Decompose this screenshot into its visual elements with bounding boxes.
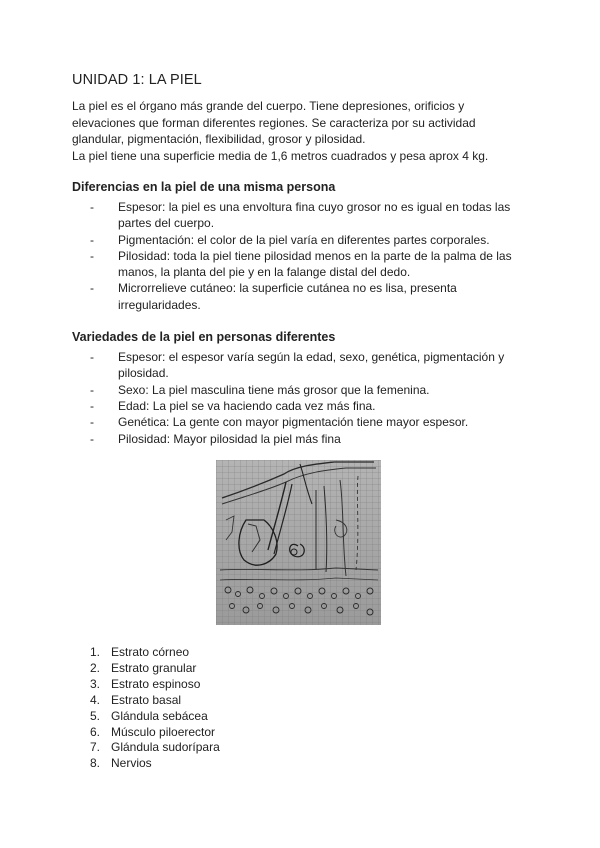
list-item: - Espesor: la piel es una envoltura fina cuyo grosor no es igual en todas las partes del cuerpo. — [90, 200, 511, 231]
diagram-legend — [90, 645, 220, 772]
bullet-dash: - — [90, 200, 94, 214]
varieties-list — [72, 349, 532, 447]
bullet-dash: - — [90, 431, 94, 446]
list-item: - Pilosidad: toda la piel tiene pilosidad menos en la parte de la palma de las manos, la planta del pie y en la falange distal del dedo. — [90, 248, 512, 280]
bullet-dash: - — [90, 248, 94, 263]
intro-line: La piel es el órgano más grande del cuerpo. Tiene depresiones, orificios y — [72, 99, 465, 113]
page-title: UNIDAD 1: LA PIEL — [72, 72, 202, 88]
legend-item: 3. Estrato espinoso — [90, 676, 201, 691]
legend-item: 4. Estrato basal — [90, 692, 182, 707]
list-item: - Pilosidad: Mayor pilosidad la piel más fina — [90, 431, 341, 446]
list-item: - Espesor: el espesor varía según la edad, sexo, genética, pigmentación y pilosidad. — [90, 350, 505, 381]
bullet-dash: - — [90, 382, 94, 397]
list-item: - Edad: La piel se va haciendo cada vez más fina. — [90, 398, 376, 413]
skin-diagram-sketch — [216, 460, 381, 625]
bullet-dash: - — [90, 232, 94, 247]
legend-item: 8. Nervios — [90, 756, 152, 771]
bullet-dash: - — [90, 350, 94, 365]
list-item: - Pigmentación: el color de la piel varía en diferentes partes corporales. — [90, 232, 490, 247]
legend-item: 7. Glándula sudorípara — [90, 740, 220, 755]
intro-line: La piel tiene una superficie media de 1,6 metros cuadrados y pesa aprox 4 kg. — [72, 148, 489, 163]
bullet-dash: - — [90, 415, 94, 430]
section-heading-varieties: Variedades de la piel en personas diferentes — [72, 330, 336, 345]
legend-item: 2. Estrato granular — [90, 660, 197, 675]
section-heading-differences: Diferencias en la piel de una misma persona — [72, 180, 336, 194]
bullet-dash: - — [90, 398, 94, 413]
bullet-dash: - — [90, 281, 94, 296]
list-item: - Genética: La gente con mayor pigmentación tiene mayor espesor. — [90, 415, 469, 430]
legend-item: 1. Estrato córneo — [90, 645, 190, 659]
list-item: - Sexo: La piel masculina tiene más grosor que la femenina. — [90, 382, 430, 397]
legend-item: 6. Músculo piloerector — [90, 724, 216, 739]
intro-line: elevaciones que forman diferentes regiones. Se caracteriza por su actividad — [72, 115, 476, 130]
list-item: - Microrrelieve cutáneo: la superficie cutánea no es lisa, presenta irregularidades. — [90, 281, 457, 312]
intro-line: glandular, pigmentación, flexibilidad, grosor y pilosidad. — [72, 132, 366, 146]
differences-list — [72, 199, 532, 313]
document-page — [72, 72, 532, 447]
legend-item: 5. Glándula sebácea — [90, 708, 208, 723]
